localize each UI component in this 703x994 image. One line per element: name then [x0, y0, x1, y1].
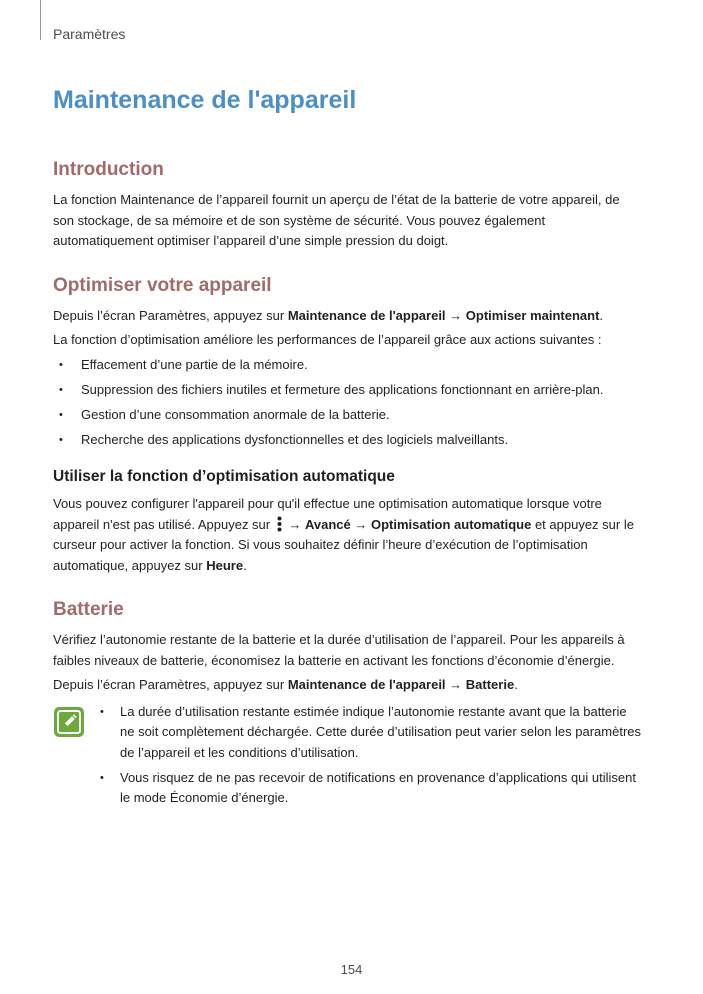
- arrow: →: [445, 677, 466, 692]
- path-item: Maintenance de l'appareil: [287, 677, 446, 692]
- path-item: Optimiser maintenant: [465, 307, 600, 323]
- optimize-section: [53, 272, 643, 451]
- page-title: Maintenance de l'appareil: [53, 86, 357, 114]
- optimize-description: La fonction d’optimisation améliore les performances de l’appareil grâce aux actions suivantes :: [53, 332, 602, 347]
- menu-label: Avancé: [304, 516, 351, 532]
- battery-path: [53, 675, 643, 696]
- page-content: [53, 80, 643, 829]
- path-item: Maintenance de l'appareil: [287, 307, 446, 323]
- list-item: • Vous risquez de ne pas recevoir de notifications en provenance d’applications qui utilisent le mode Économie d’énergie.: [100, 768, 643, 809]
- note-box: [53, 702, 643, 809]
- battery-text: Vérifiez l’autonomie restante de la batterie et la durée d’utilisation de l’appareil. Pour les appareils à faibles niveaux de batterie, économisez la batterie en activant les fonctions d’économie d’énergie.: [53, 632, 625, 668]
- menu-label: Optimisation automatique: [370, 516, 532, 532]
- list-item: • La durée d’utilisation restante estimée indique l’autonomie restante avant que la batterie ne soit complètement déchargée. Cette durée d’utilisation peut varier selon les paramètres de l’appareil et les conditions d’utilisation.: [100, 702, 643, 764]
- text: Vous pouvez configurer l'appareil pour qu'il effectue une optimisation automatique lorsque votre appareil n'est pas utilisé. Appuyez sur: [53, 496, 602, 532]
- path-prefix: Depuis l’écran Paramètres, appuyez sur: [53, 677, 288, 692]
- auto-optimize-text: [53, 494, 643, 576]
- intro-heading: Introduction: [53, 159, 164, 180]
- auto-optimize-section: [53, 466, 643, 576]
- intro-text: La fonction Maintenance de l’appareil fournit un aperçu de l’état de la batterie de votre appareil, de son stockage, de sa mémoire et de son système de sécurité. Vous pouvez également automatiquement optimiser l’appareil d’une simple pression du doigt.: [53, 192, 620, 248]
- menu-label: Heure: [206, 557, 244, 573]
- list-item: • Gestion d’une consommation anormale de la batterie.: [53, 405, 643, 426]
- list-item: • Recherche des applications dysfonctionnelles et des logiciels malveillants.: [53, 430, 643, 451]
- optimize-path: [53, 306, 643, 327]
- note-bullet-list: [100, 702, 643, 809]
- text: et appuyez sur le curseur pour activer la fonction. Si vous souhaitez définir l’heure d’exécution de l’optimisation automatique, appuyez sur: [53, 516, 634, 573]
- optimize-bullet-list: [53, 355, 643, 451]
- more-options-icon: [276, 516, 283, 532]
- list-item: • Effacement d’une partie de la mémoire.: [53, 355, 643, 376]
- arrow: →: [350, 516, 371, 532]
- page-number: 154: [340, 962, 363, 977]
- battery-heading: Batterie: [53, 599, 124, 620]
- optimize-heading: Optimiser votre appareil: [53, 274, 272, 296]
- arrow: →: [284, 516, 305, 532]
- path-end: .: [599, 307, 604, 323]
- section-header: Paramètres: [53, 26, 126, 42]
- note-pencil-icon: [53, 706, 85, 738]
- arrow: →: [445, 307, 466, 323]
- page-rule: [40, 0, 41, 40]
- path-end: .: [514, 677, 518, 692]
- battery-section: [53, 596, 643, 809]
- path-prefix: Depuis l’écran Paramètres, appuyez sur: [53, 307, 288, 323]
- text: .: [243, 557, 247, 573]
- path-item: Batterie: [465, 677, 515, 692]
- list-item: • Suppression des fichiers inutiles et fermeture des applications fonctionnant en arrière-plan.: [53, 380, 643, 401]
- intro-section: [53, 156, 643, 252]
- auto-optimize-heading: Utiliser la fonction d’optimisation automatique: [53, 468, 395, 485]
